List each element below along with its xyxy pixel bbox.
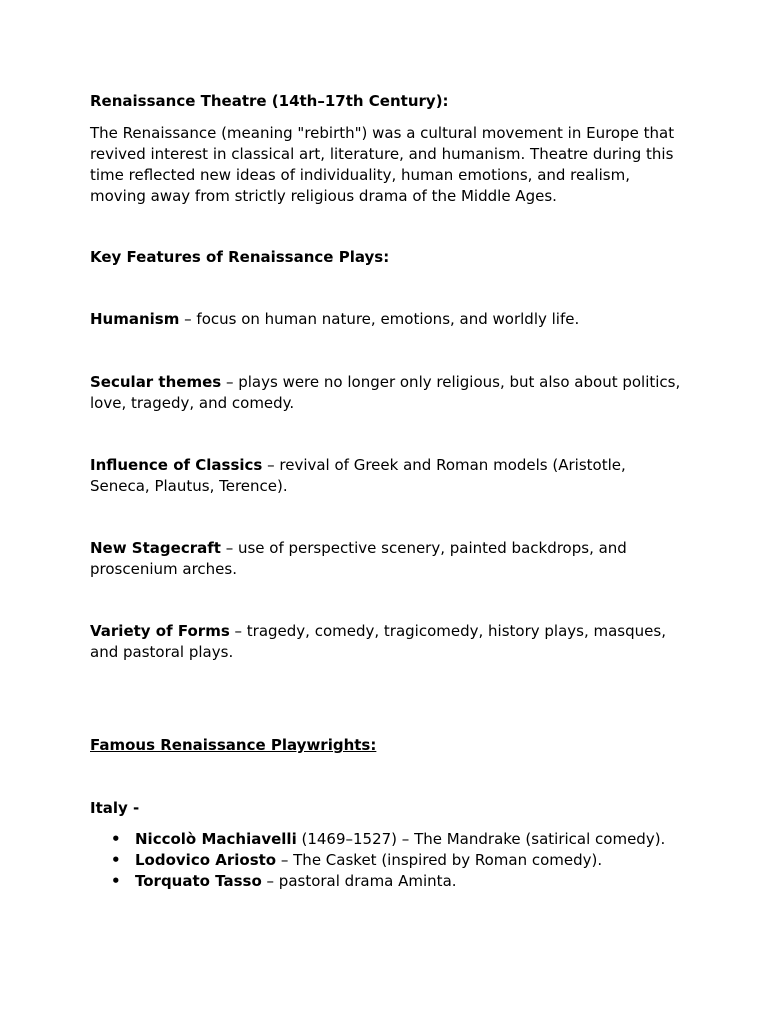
- bullet: •: [111, 872, 121, 890]
- feature-description: – revival of Greek and Roman models (Aristotle, Seneca, Plautus, Terence).: [90, 456, 626, 495]
- feature-influence-of-classics: [90, 455, 690, 497]
- playwright-name: Torquato Tasso: [135, 872, 262, 890]
- intro-paragraph: The Renaissance (meaning "rebirth") was a cultural movement in Europe that revived interest in classical art, literature, and humanism. Theatre during this time reflected new ideas of individuality, human emotions, and realism, moving away from strictly religious drama of the Middle Ages.: [90, 124, 675, 205]
- feature-term: Secular themes: [90, 373, 222, 391]
- feature-description: – tragedy, comedy, tragicomedy, history plays, masques, and pastoral plays.: [90, 622, 666, 661]
- feature-term: New Stagecraft: [90, 539, 221, 557]
- feature-description: – use of perspective scenery, painted backdrops, and proscenium arches.: [90, 539, 627, 578]
- features-heading: Key Features of Renaissance Plays:: [90, 248, 390, 266]
- feature-description: – focus on human nature, emotions, and worldly life.: [179, 310, 580, 328]
- italy-heading: Italy -: [90, 799, 140, 817]
- feature-term: Humanism: [90, 310, 180, 328]
- playwrights-heading: Famous Renaissance Playwrights:: [90, 736, 377, 754]
- bullet: •: [111, 851, 121, 869]
- playwright-description: – The Casket (inspired by Roman comedy).: [276, 851, 603, 869]
- list-item: [90, 829, 690, 850]
- playwright-description: (1469–1527) – The Mandrake (satirical comedy).: [296, 830, 666, 848]
- feature-secular-themes: [90, 372, 690, 414]
- feature-description: – plays were no longer only religious, but also about politics, love, tragedy, and comedy.: [90, 373, 681, 412]
- playwright-name: Niccolò Machiavelli: [135, 830, 297, 848]
- bullet: •: [111, 830, 121, 848]
- playwright-name: Lodovico Ariosto: [135, 851, 277, 869]
- feature-variety-of-forms: [90, 621, 690, 663]
- feature-new-stagecraft: [90, 538, 690, 580]
- feature-term: Variety of Forms: [90, 622, 230, 640]
- feature-humanism: [90, 309, 690, 330]
- feature-term: Influence of Classics: [90, 456, 263, 474]
- document-title: Renaissance Theatre (14th–17th Century):: [90, 92, 449, 110]
- playwright-description: – pastoral drama Aminta.: [261, 872, 457, 890]
- italy-playwright-list: [90, 829, 690, 892]
- list-item: [90, 850, 690, 871]
- list-item: [90, 871, 690, 892]
